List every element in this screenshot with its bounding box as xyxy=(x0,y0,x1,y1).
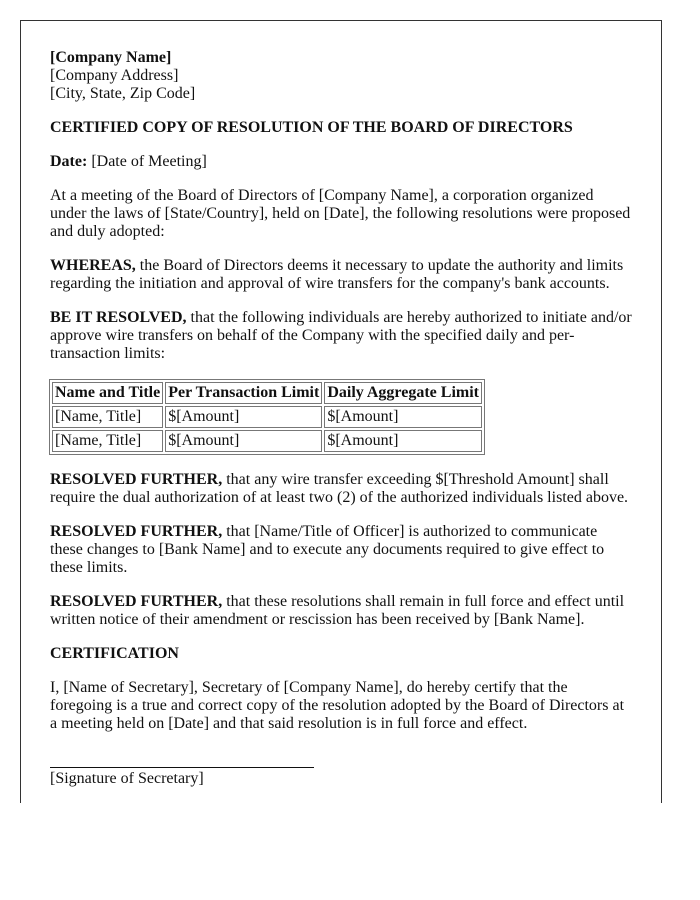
date-label: Date: xyxy=(50,153,88,170)
table-header-row xyxy=(52,382,482,404)
table-cell: $[Amount] xyxy=(165,430,322,452)
company-name: [Company Name] xyxy=(50,49,172,66)
resolved-paragraph xyxy=(50,309,632,363)
resolved-further-paragraph xyxy=(50,593,632,629)
authorization-table xyxy=(49,379,485,455)
column-header: Name and Title xyxy=(52,382,163,404)
whereas-paragraph xyxy=(50,257,632,293)
table-cell: [Name, Title] xyxy=(52,406,163,428)
whereas-lead: WHEREAS, xyxy=(50,257,136,274)
date-value: [Date of Meeting] xyxy=(87,153,207,170)
table-cell: $[Amount] xyxy=(165,406,322,428)
city-state-zip: [City, State, Zip Code] xyxy=(50,85,196,102)
table-row xyxy=(52,406,482,428)
column-header: Per Transaction Limit xyxy=(165,382,322,404)
certification-paragraph: I, [Name of Secretary], Secretary of [Company Name], do hereby certify that the foregoing is a true and correct copy of the resolution adopted by the Board of Directors at a meeting held on [Date] and that said resolution is in full force and effect. xyxy=(50,679,625,732)
whereas-text: the Board of Directors deems it necessary to update the authority and limits regarding the initiation and approval of wire transfers for the company's bank accounts. xyxy=(50,257,624,292)
table-cell: $[Amount] xyxy=(324,430,482,452)
table-cell: [Name, Title] xyxy=(52,430,163,452)
resolved-further-lead: RESOLVED FURTHER, xyxy=(50,523,223,540)
resolved-further-text: that any wire transfer exceeding $[Threshold Amount] shall require the dual authorization of at least two (2) of the authorized individuals listed above. xyxy=(50,471,629,506)
resolved-text: that the following individuals are hereby authorized to initiate and/or approve wire transfers on behalf of the Company with the specified daily and per-transaction limits: xyxy=(50,309,632,362)
resolved-lead: BE IT RESOLVED, xyxy=(50,309,187,326)
resolved-further-paragraph xyxy=(50,523,632,577)
column-header: Daily Aggregate Limit xyxy=(324,382,482,404)
table-row xyxy=(52,430,482,452)
resolved-further-text: that [Name/Title of Officer] is authorized to communicate these changes to [Bank Name] and to execute any documents required to give effect to these limits. xyxy=(50,523,605,576)
company-block xyxy=(50,49,632,103)
resolved-further-paragraph xyxy=(50,471,632,507)
signature-line: [Signature of Secretary] xyxy=(50,767,314,788)
table-cell: $[Amount] xyxy=(324,406,482,428)
document-title: CERTIFIED COPY OF RESOLUTION OF THE BOARD OF DIRECTORS xyxy=(50,119,573,136)
resolved-further-lead: RESOLVED FURTHER, xyxy=(50,593,223,610)
resolved-further-lead: RESOLVED FURTHER, xyxy=(50,471,223,488)
intro-paragraph: At a meeting of the Board of Directors of [Company Name], a corporation organized under the laws of [State/Country], held on [Date], the following resolutions were proposed and duly adopted: xyxy=(50,187,631,240)
certification-heading: CERTIFICATION xyxy=(50,645,179,662)
resolution-document xyxy=(20,20,662,803)
company-address: [Company Address] xyxy=(50,67,179,84)
resolved-further-text: that these resolutions shall remain in full force and effect until written notice of their amendment or rescission has been received by [Bank Name]. xyxy=(50,593,625,628)
date-line xyxy=(50,153,632,171)
